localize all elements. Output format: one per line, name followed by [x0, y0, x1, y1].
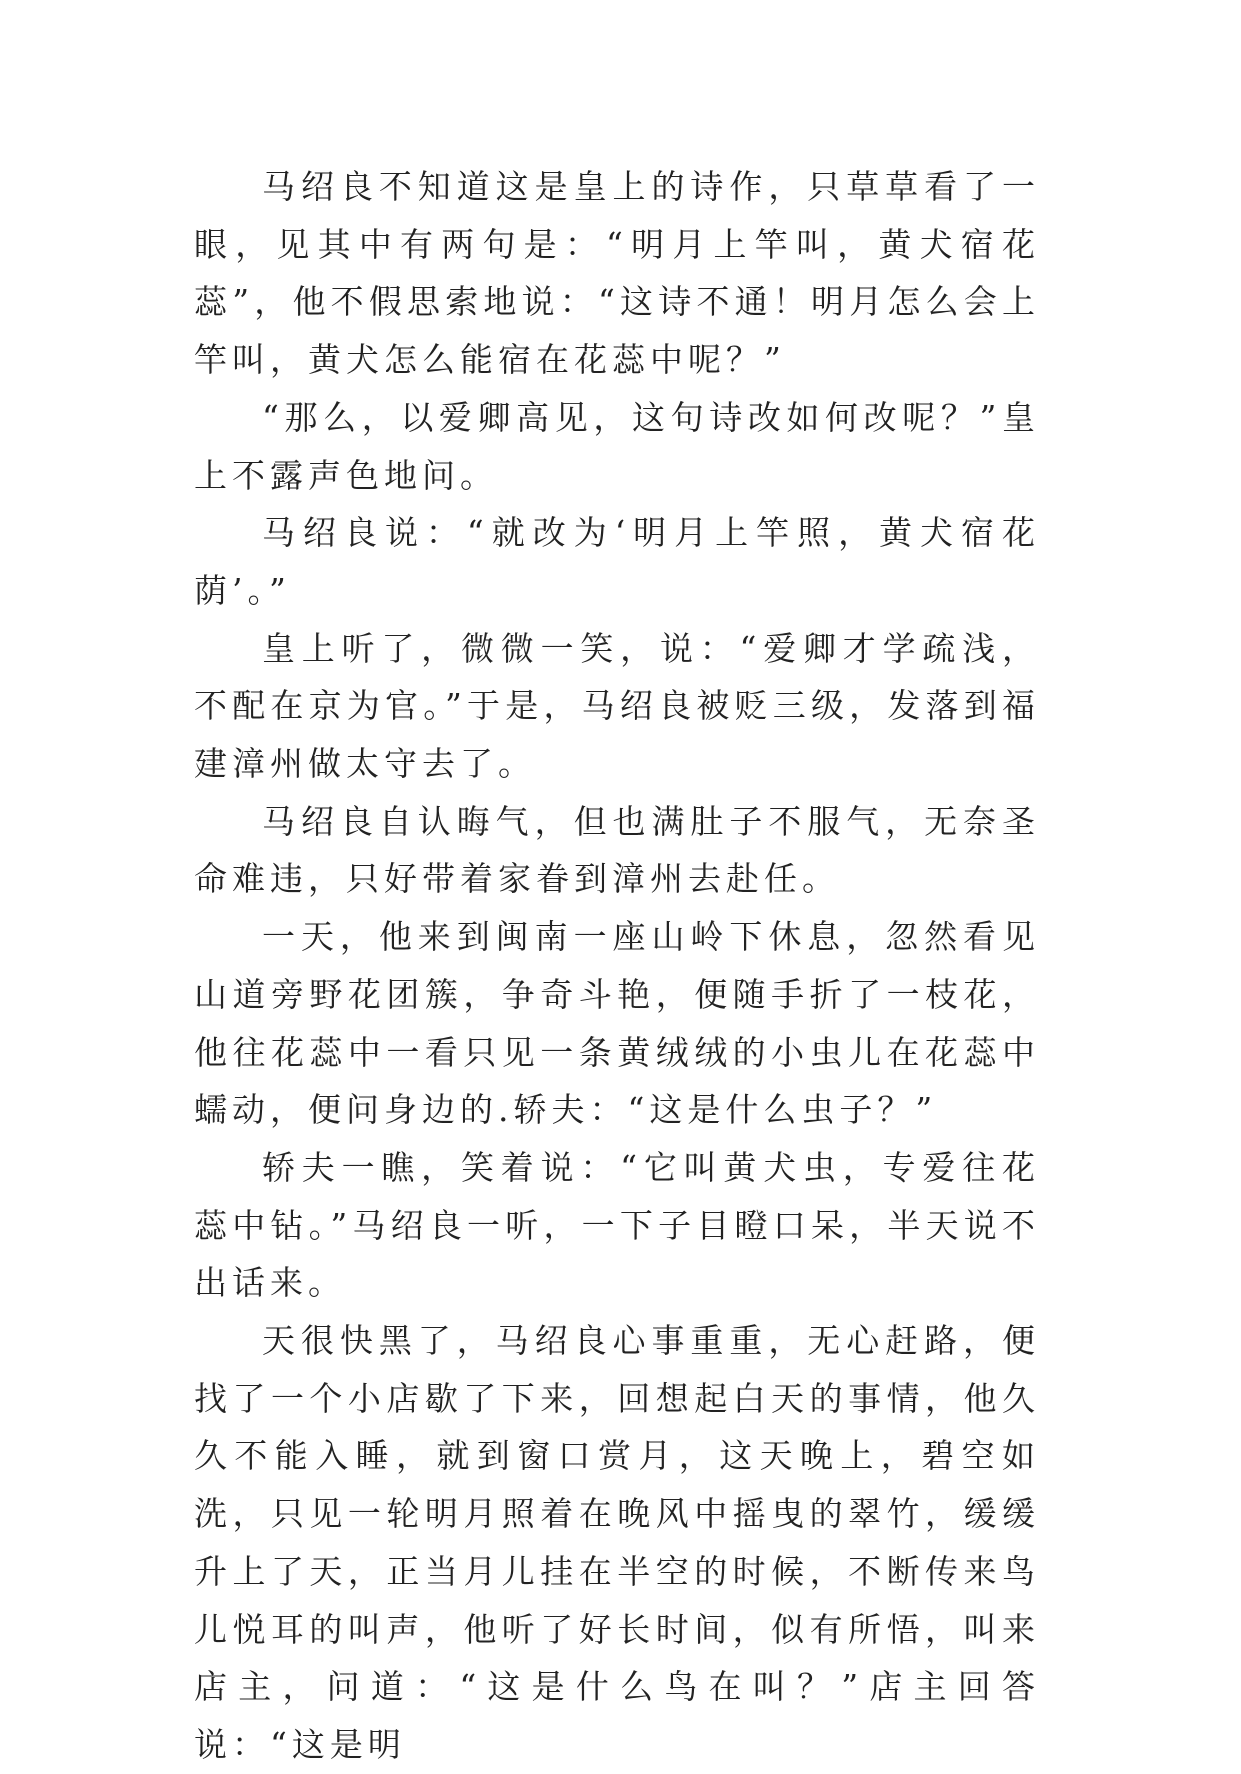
document-body: [194, 158, 1040, 1774]
paragraph: 马绍良不知道这是皇上的诗作，只草草看了一眼，见其中有两句是：“明月上竿叫，黄犬宿花蕊”，他不假思索地说：“这诗不通！明月怎么会上竿叫，黄犬怎么能宿在花蕊中呢？”: [194, 167, 1040, 380]
paragraph: 一天，他来到闽南一座山岭下休息，忽然看见山道旁野花团簇，争奇斗艳，便随手折了一枝花，他往花蕊中一看只见一条黄绒绒的小虫儿在花蕊中蠕动，便问身边的.轿夫：“这是什么虫子？”: [194, 917, 1040, 1130]
paragraph: 皇上听了，微微一笑，说：“爱卿才学疏浅，不配在京为官。”于是，马绍良被贬三级，发落到福建漳州做太守去了。: [194, 628, 1040, 784]
paragraph: 马绍良自认晦气，但也满肚子不服气，无奈圣命难违，只好带着家眷到漳州去赴任。: [194, 801, 1040, 899]
paragraph: 天很快黑了，马绍良心事重重，无心赶路，便找了一个小店歇了下来，回想起白天的事情，他久久不能入睡，就到窗口赏月，这天晚上，碧空如洗，只见一轮明月照着在晚风中摇曳的翠竹，缓缓升上了天，正当月儿挂在半空的时候，不断传来鸟儿悦耳的叫声，他听了好长时间，似有所悟，叫来店主，问道：“这是什么鸟在叫？”店主回答说：“这是明: [194, 1321, 1040, 1764]
paragraph: “那么，以爱卿高见，这句诗改如何改呢？”皇上不露声色地问。: [194, 397, 1040, 495]
paragraph: 轿夫一瞧，笑着说：“它叫黄犬虫，专爱往花蕊中钻。”马绍良一听，一下子目瞪口呆，半天说不出话来。: [194, 1147, 1040, 1303]
paragraph: 马绍良说：“就改为‘明月上竿照，黄犬宿花荫’。”: [194, 513, 1040, 610]
